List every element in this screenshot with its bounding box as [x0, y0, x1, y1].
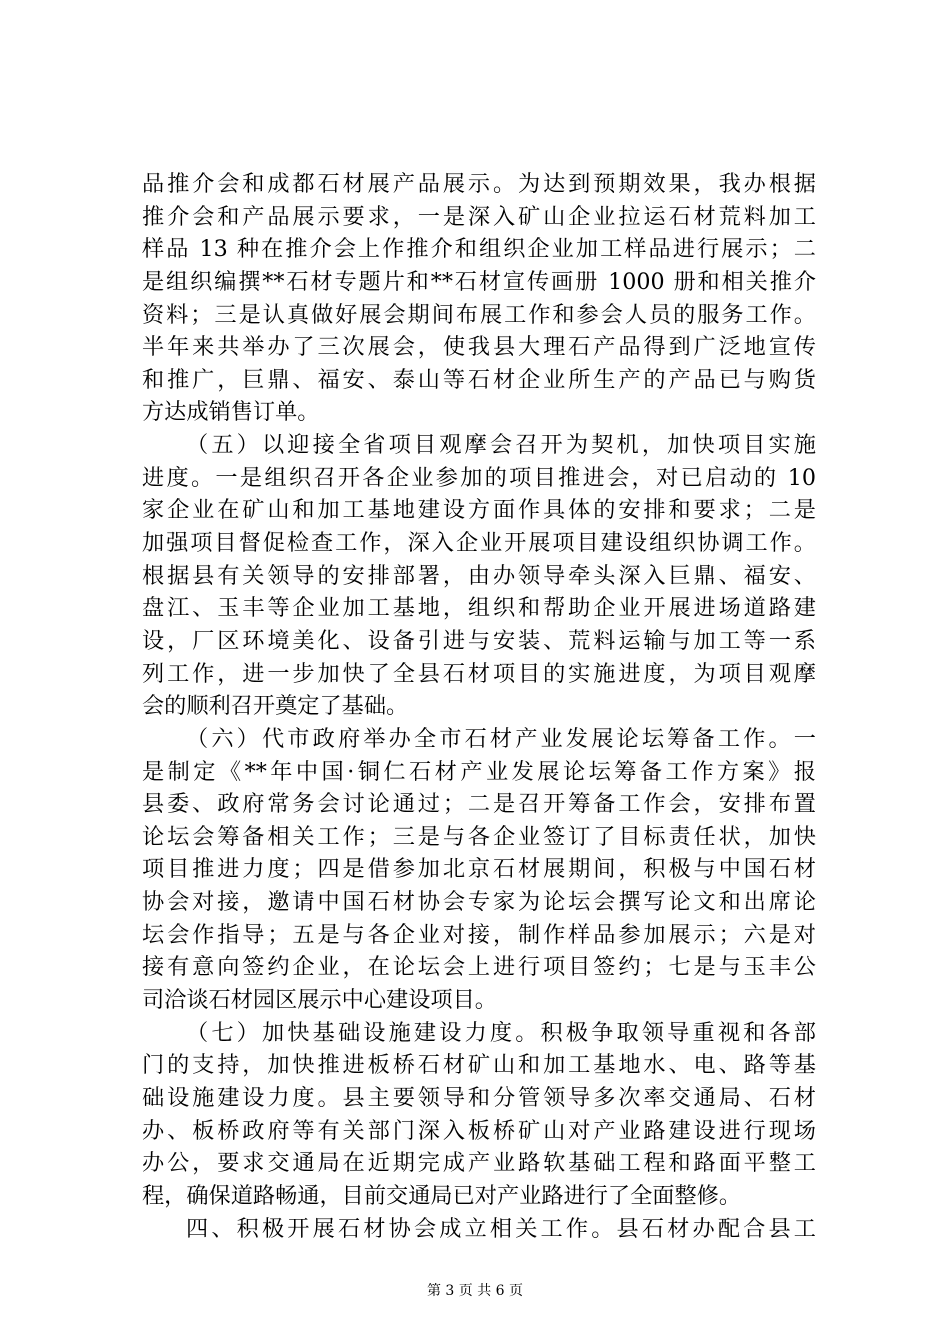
text-line: 接有意向签约企业，在论坛会上进行项目签约；七是与玉丰公 — [142, 954, 816, 981]
text-line: （七）加快基础设施建设力度。积极争取领导重视和各部 — [186, 1019, 816, 1046]
text-line: 设，厂区环境美化、设备引进与安装、荒料运输与加工等一系 — [142, 627, 816, 654]
text-line: 办公，要求交通局在近期完成产业路软基础工程和路面平整工 — [142, 1150, 816, 1177]
text-line: 项目推进力度；四是借参加北京石材展期间，积极与中国石材 — [142, 856, 816, 883]
text-line: 资料；三是认真做好展会期间布展工作和参会人员的服务工作。 — [142, 301, 816, 328]
text-line: 半年来共举办了三次展会，使我县大理石产品得到广泛地宣传 — [142, 334, 816, 361]
text-line: 和推广，巨鼎、福安、泰山等石材企业所生产的产品已与购货 — [142, 366, 816, 393]
text-line: （五）以迎接全省项目观摩会召开为契机，加快项目实施 — [186, 432, 816, 459]
text-line: 进度。一是组织召开各企业参加的项目推进会，对已启动的 10 — [142, 464, 816, 491]
text-line: 司洽谈石材园区展示中心建设项目。 — [142, 987, 497, 1014]
text-line: 四、积极开展石材协会成立相关工作。县石材办配合县工 — [186, 1215, 816, 1242]
text-line: （六）代市政府举办全市石材产业发展论坛筹备工作。一 — [186, 725, 816, 752]
text-line: 会的顺利召开奠定了基础。 — [142, 693, 409, 720]
text-line: 坛会作指导；五是与各企业对接，制作样品参加展示；六是对 — [142, 921, 816, 948]
text-line: 县委、政府常务会讨论通过；二是召开筹备工作会，安排布置 — [142, 791, 816, 818]
text-line: 是组织编撰**石材专题片和**石材宣传画册 1000 册和相关推介 — [142, 268, 816, 295]
text-line: 是制定《**年中国·铜仁石材产业发展论坛筹备工作方案》报 — [142, 758, 816, 785]
text-line: 品推介会和成都石材展产品展示。为达到预期效果，我办根据 — [142, 171, 816, 197]
text-line: 列工作，进一步加快了全县石材项目的实施进度，为项目观摩 — [142, 660, 816, 687]
text-line: 论坛会筹备相关工作；三是与各企业签订了目标责任状，加快 — [142, 823, 816, 850]
text-line: 推介会和产品展示要求，一是深入矿山企业拉运石材荒料加工 — [142, 203, 816, 230]
text-line: 方达成销售订单。 — [142, 399, 320, 426]
text-line: 办、板桥政府等有关部门深入板桥矿山对产业路建设进行现场 — [142, 1117, 816, 1144]
text-line: 盘江、玉丰等企业加工基地，组织和帮助企业开展进场道路建 — [142, 595, 816, 622]
document-body — [142, 168, 816, 1245]
text-line: 协会对接，邀请中国石材协会专家为论坛会撰写论文和出席论 — [142, 889, 816, 916]
text-line: 根据县有关领导的安排部署，由办领导牵头深入巨鼎、福安、 — [142, 562, 816, 589]
text-line: 门的支持，加快推进板桥石材矿山和加工基地水、电、路等基 — [142, 1052, 816, 1079]
text-line: 家企业在矿山和加工基地建设方面作具体的安排和要求；二是 — [142, 497, 816, 524]
text-line: 加强项目督促检查工作，深入企业开展项目建设组织协调工作。 — [142, 530, 816, 557]
text-line: 程，确保道路畅通，目前交通局已对产业路进行了全面整修。 — [142, 1182, 742, 1209]
page-footer: 第 3 页 共 6 页 — [426, 1283, 524, 1299]
text-line: 样品 13 种在推介会上作推介和组织企业加工样品进行展示；二 — [142, 236, 816, 263]
text-line: 础设施建设力度。县主要领导和分管领导多次率交通局、石材 — [142, 1084, 816, 1111]
